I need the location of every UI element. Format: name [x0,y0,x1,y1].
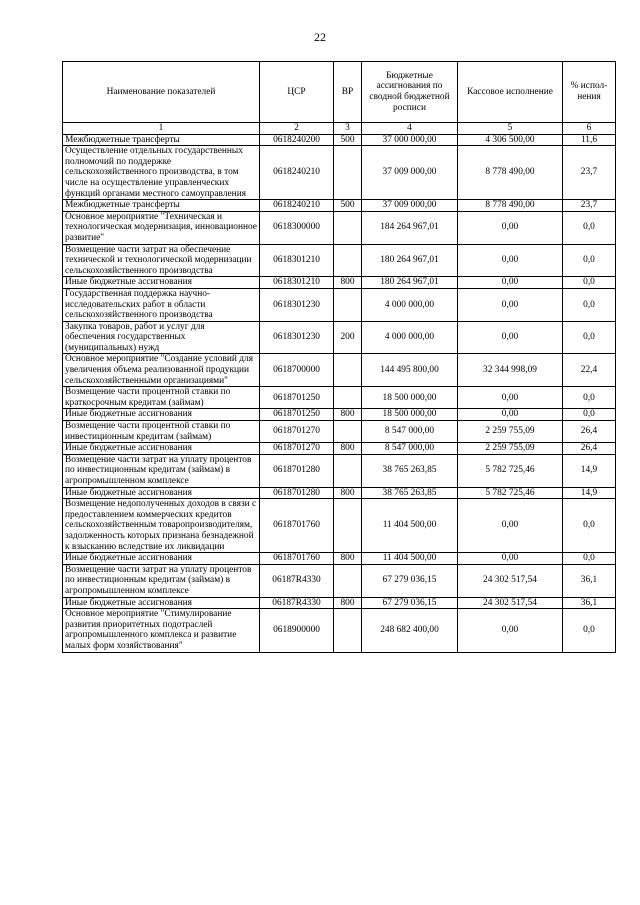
row-vr [334,499,362,553]
row-name: Возмещение части процентной ставки по краткосрочным кредитам (займам) [63,387,260,409]
row-pct: 22,4 [563,354,616,387]
row-pct: 0,0 [563,499,616,553]
table-row [63,421,616,443]
header-csr: ЦСР [260,62,334,123]
page-number: 22 [314,30,326,44]
row-name: Возмещение части затрат на обеспечение технической и технологической модернизации сельскохозяйственного производства [63,244,260,277]
row-csr: 0618701760 [260,553,334,565]
row-cash: 0,00 [458,553,563,565]
table-row [63,244,616,277]
row-vr: 800 [334,409,362,421]
table-row [63,409,616,421]
row-pct: 0,0 [563,277,616,289]
row-budget: 144 495 800,00 [362,354,458,387]
row-vr: 800 [334,443,362,455]
row-csr: 0618301210 [260,244,334,277]
table-row [63,597,616,609]
row-pct: 0,0 [563,211,616,244]
row-budget: 67 279 036,15 [362,597,458,609]
row-name: Основное мероприятие "Техническая и технологическая модернизация, инновационное развитие" [63,211,260,244]
row-budget: 8 547 000,00 [362,443,458,455]
row-pct: 0,0 [563,321,616,354]
column-number: 4 [362,123,458,135]
table-row [63,499,616,553]
row-name: Закупка товаров, работ и услуг для обеспечения государственных (муниципальных) нужд [63,321,260,354]
row-name: Иные бюджетные ассигнования [63,553,260,565]
row-vr: 800 [334,277,362,289]
row-csr: 0618701270 [260,421,334,443]
row-budget: 37 009 000,00 [362,146,458,200]
row-budget: 37 000 000,00 [362,134,458,146]
row-cash: 5 782 725,46 [458,487,563,499]
row-csr: 0618301210 [260,277,334,289]
row-csr: 0618240210 [260,200,334,212]
column-number: 6 [563,123,616,135]
row-name: Возмещение части процентной ставки по инвестиционным кредитам (займам) [63,421,260,443]
column-number: 5 [458,123,563,135]
budget-execution-table [62,61,616,653]
row-budget: 37 009 000,00 [362,200,458,212]
row-vr [334,564,362,597]
row-vr: 200 [334,321,362,354]
row-csr: 0618300000 [260,211,334,244]
row-name: Основное мероприятие "Создание условий для увеличения объема реализованной продукции сельскохозяйственными организациями" [63,354,260,387]
row-budget: 18 500 000,00 [362,387,458,409]
row-cash: 4 306 500,00 [458,134,563,146]
row-cash: 0,00 [458,288,563,321]
column-number: 1 [63,123,260,135]
row-cash: 0,00 [458,277,563,289]
row-name: Иные бюджетные ассигнования [63,487,260,499]
table-row [63,200,616,212]
row-pct: 26,4 [563,421,616,443]
row-csr: 0618301230 [260,321,334,354]
row-cash: 5 782 725,46 [458,454,563,487]
row-vr [334,454,362,487]
table-row [63,609,616,652]
table-row [63,146,616,200]
row-vr: 500 [334,200,362,212]
row-cash: 0,00 [458,321,563,354]
row-csr: 0618701280 [260,487,334,499]
row-budget: 4 000 000,00 [362,321,458,354]
table-header-row [63,62,616,123]
row-pct: 36,1 [563,597,616,609]
table-row [63,564,616,597]
row-budget: 67 279 036,15 [362,564,458,597]
table-row [63,443,616,455]
row-name: Иные бюджетные ассигнования [63,443,260,455]
header-budget: Бюджетные ассигнования по сводной бюджетной росписи [362,62,458,123]
row-cash: 24 302 517,54 [458,564,563,597]
row-pct: 0,0 [563,553,616,565]
row-budget: 180 264 967,01 [362,244,458,277]
row-name: Возмещение части затрат на уплату процентов по инвестиционным кредитам (займам) в агропромышленном комплексе [63,564,260,597]
row-name: Основное мероприятие "Стимулирование развития приоритетных подотраслей агропромышленного комплекса и развитие малых форм хозяйствования" [63,609,260,652]
row-name: Межбюджетные трансферты [63,200,260,212]
row-pct: 14,9 [563,487,616,499]
row-vr: 800 [334,553,362,565]
row-vr: 500 [334,134,362,146]
row-pct: 14,9 [563,454,616,487]
row-cash: 8 778 490,00 [458,146,563,200]
row-csr: 0618701250 [260,387,334,409]
row-vr [334,387,362,409]
row-budget: 4 000 000,00 [362,288,458,321]
row-cash: 0,00 [458,499,563,553]
table-row [63,387,616,409]
column-number-row [63,123,616,135]
table-row [63,288,616,321]
table-row [63,487,616,499]
row-pct: 0,0 [563,609,616,652]
column-number: 3 [334,123,362,135]
row-cash: 0,00 [458,244,563,277]
row-pct: 26,4 [563,443,616,455]
row-csr: 0618701760 [260,499,334,553]
row-vr [334,146,362,200]
row-budget: 184 264 967,01 [362,211,458,244]
row-pct: 0,0 [563,409,616,421]
row-name: Возмещение части затрат на уплату процентов по инвестиционным кредитам (займам) в агропромышленном комплексе [63,454,260,487]
row-name: Возмещение недополученных доходов в связи с предоставлением коммерческих кредитов сельскохозяйственным товаропроизводителям, задолженность которых признана безнадежной к взысканию вследствие их ликвидации [63,499,260,553]
row-budget: 180 264 967,01 [362,277,458,289]
row-csr: 0618240200 [260,134,334,146]
row-csr: 0618301230 [260,288,334,321]
row-name: Осуществление отдельных государственных полномочий по поддержке сельскохозяйственного производства, в том числе на осуществление управленческих функций органами местного самоуправления [63,146,260,200]
row-cash: 2 259 755,09 [458,421,563,443]
row-pct: 0,0 [563,288,616,321]
table-row [63,553,616,565]
row-cash: 2 259 755,09 [458,443,563,455]
row-budget: 11 404 500,00 [362,553,458,565]
row-budget: 38 765 263,85 [362,487,458,499]
row-pct: 23,7 [563,200,616,212]
row-cash: 0,00 [458,211,563,244]
table-row [63,321,616,354]
row-name: Межбюджетные трансферты [63,134,260,146]
row-csr: 0618701280 [260,454,334,487]
row-pct: 23,7 [563,146,616,200]
row-name: Государственная поддержка научно-исследовательских работ в области сельскохозяйственного производства [63,288,260,321]
row-vr [334,244,362,277]
row-pct: 0,0 [563,387,616,409]
row-budget: 38 765 263,85 [362,454,458,487]
header-pct: % испол-нения [563,62,616,123]
header-name: Наименование показателей [63,62,260,123]
row-pct: 0,0 [563,244,616,277]
row-vr [334,211,362,244]
row-cash: 24 302 517,54 [458,597,563,609]
row-csr: 0618701250 [260,409,334,421]
row-budget: 8 547 000,00 [362,421,458,443]
row-name: Иные бюджетные ассигнования [63,597,260,609]
row-pct: 11,6 [563,134,616,146]
header-vr: ВР [334,62,362,123]
row-csr: 0618240210 [260,146,334,200]
row-budget: 11 404 500,00 [362,499,458,553]
row-cash: 0,00 [458,409,563,421]
row-csr: 0618701270 [260,443,334,455]
row-name: Иные бюджетные ассигнования [63,277,260,289]
row-budget: 18 500 000,00 [362,409,458,421]
row-pct: 36,1 [563,564,616,597]
row-csr: 06187R4330 [260,597,334,609]
row-budget: 248 682 400,00 [362,609,458,652]
row-cash: 8 778 490,00 [458,200,563,212]
table-row [63,454,616,487]
row-cash: 32 344 998,09 [458,354,563,387]
column-number: 2 [260,123,334,135]
table-row [63,134,616,146]
row-csr: 0618900000 [260,609,334,652]
table-row [63,211,616,244]
header-cash: Кассовое исполнение [458,62,563,123]
row-name: Иные бюджетные ассигнования [63,409,260,421]
row-csr: 0618700000 [260,354,334,387]
row-vr: 800 [334,597,362,609]
table-row [63,354,616,387]
row-cash: 0,00 [458,609,563,652]
row-vr: 800 [334,487,362,499]
row-vr [334,609,362,652]
row-vr [334,354,362,387]
table-row [63,277,616,289]
row-cash: 0,00 [458,387,563,409]
row-csr: 06187R4330 [260,564,334,597]
row-vr [334,421,362,443]
row-vr [334,288,362,321]
